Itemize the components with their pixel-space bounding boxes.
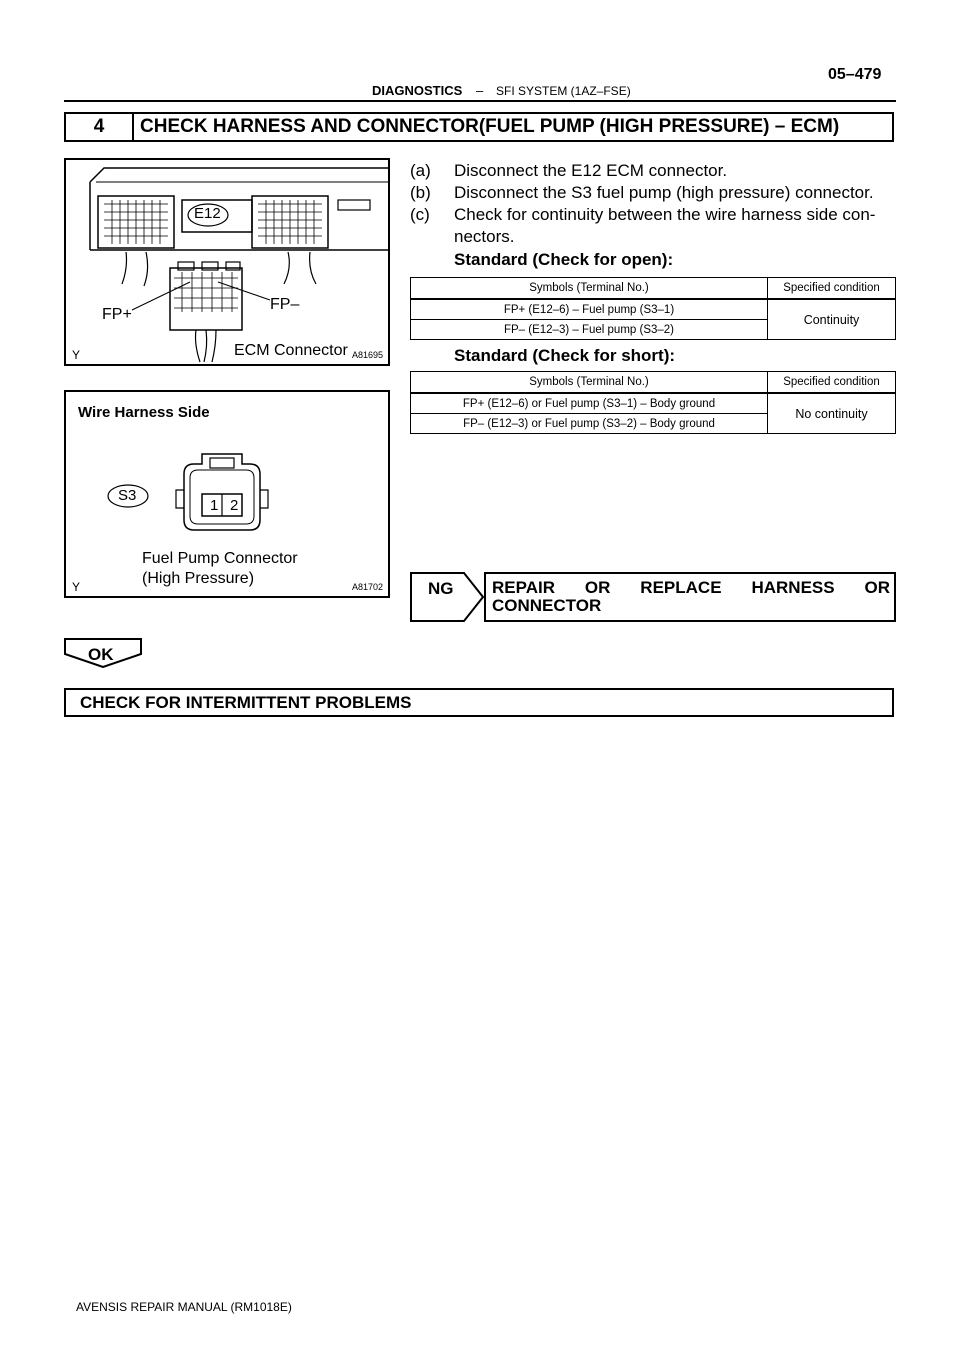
- table-cell: FP– (E12–3) or Fuel pump (S3–2) – Body ground: [411, 414, 768, 434]
- table-header-condition: Specified condition: [768, 372, 896, 394]
- fp-plus-label: FP+: [102, 306, 132, 323]
- figure1-mark: Y: [72, 348, 81, 362]
- table-cell-condition: No continuity: [768, 393, 896, 434]
- fp-minus-label: FP–: [270, 296, 300, 313]
- ng-action-box: [484, 572, 896, 622]
- ok-label: OK: [88, 645, 114, 664]
- ng-action-text: REPAIR OR REPLACE HARNESS OR CONNECTOR: [492, 578, 890, 615]
- instruction-c: [410, 204, 896, 248]
- fuel-pump-caption-line2: (High Pressure): [142, 570, 255, 587]
- instruction-a: [410, 160, 896, 182]
- instruction-marker: (b): [410, 183, 431, 202]
- instruction-text: Disconnect the E12 ECM connector.: [454, 161, 728, 180]
- header-system: SFI SYSTEM (1AZ–FSE): [496, 84, 631, 98]
- instruction-marker: (a): [410, 161, 431, 180]
- standard-open-table: [410, 277, 896, 340]
- table-cell: FP+ (E12–6) or Fuel pump (S3–1) – Body ground: [411, 393, 768, 414]
- ok-action-box: [64, 688, 894, 717]
- instruction-text: Check for continuity between the wire harness side con-: [454, 205, 876, 224]
- s3-label: S3: [118, 487, 137, 504]
- header-separator: –: [476, 83, 484, 98]
- standard-open-title: Standard (Check for open):: [454, 250, 674, 269]
- step-number: 4: [66, 114, 134, 140]
- table-cell: FP+ (E12–6) – Fuel pump (S3–1): [411, 299, 768, 320]
- ng-label: NG: [428, 579, 454, 598]
- table-cell: FP– (E12–3) – Fuel pump (S3–2): [411, 320, 768, 340]
- header-section: DIAGNOSTICS: [372, 83, 463, 98]
- pin-2-label: 2: [230, 497, 239, 514]
- ok-action-text: CHECK FOR INTERMITTENT PROBLEMS: [80, 693, 412, 712]
- fuel-pump-caption-line1: Fuel Pump Connector: [142, 550, 298, 567]
- ecm-connector-caption: ECM Connector: [234, 342, 348, 359]
- table-cell-condition: Continuity: [768, 299, 896, 340]
- page-number: 05–479: [828, 66, 882, 83]
- table-header-symbols: Symbols (Terminal No.): [411, 278, 768, 300]
- ecm-connector-figure: [64, 158, 390, 366]
- step-title: CHECK HARNESS AND CONNECTOR(FUEL PUMP (HIGH PRESSURE) – ECM): [140, 116, 840, 137]
- instruction-b: [410, 182, 896, 204]
- instruction-text-continued: nectors.: [454, 227, 515, 246]
- header-rule: [64, 100, 896, 102]
- ecm-connector-illustration: [66, 160, 388, 364]
- instruction-text: Disconnect the S3 fuel pump (high pressure) connector.: [454, 183, 874, 202]
- standard-short-title: Standard (Check for short):: [454, 346, 676, 365]
- figure2-code: A81702: [352, 582, 384, 592]
- instruction-marker: (c): [410, 205, 430, 224]
- pin-1-label: 1: [210, 497, 219, 514]
- fuel-pump-connector-figure: [64, 390, 390, 598]
- table-header-symbols: Symbols (Terminal No.): [411, 372, 768, 394]
- manual-footer: AVENSIS REPAIR MANUAL (RM1018E): [76, 1300, 292, 1314]
- standard-short-table: [410, 371, 896, 434]
- table-header-condition: Specified condition: [768, 278, 896, 300]
- wire-harness-side-heading: Wire Harness Side: [78, 404, 210, 421]
- figure2-mark: Y: [72, 580, 81, 594]
- e12-label: E12: [194, 205, 221, 222]
- figure1-code: A81695: [352, 350, 384, 360]
- step-heading: [64, 112, 894, 142]
